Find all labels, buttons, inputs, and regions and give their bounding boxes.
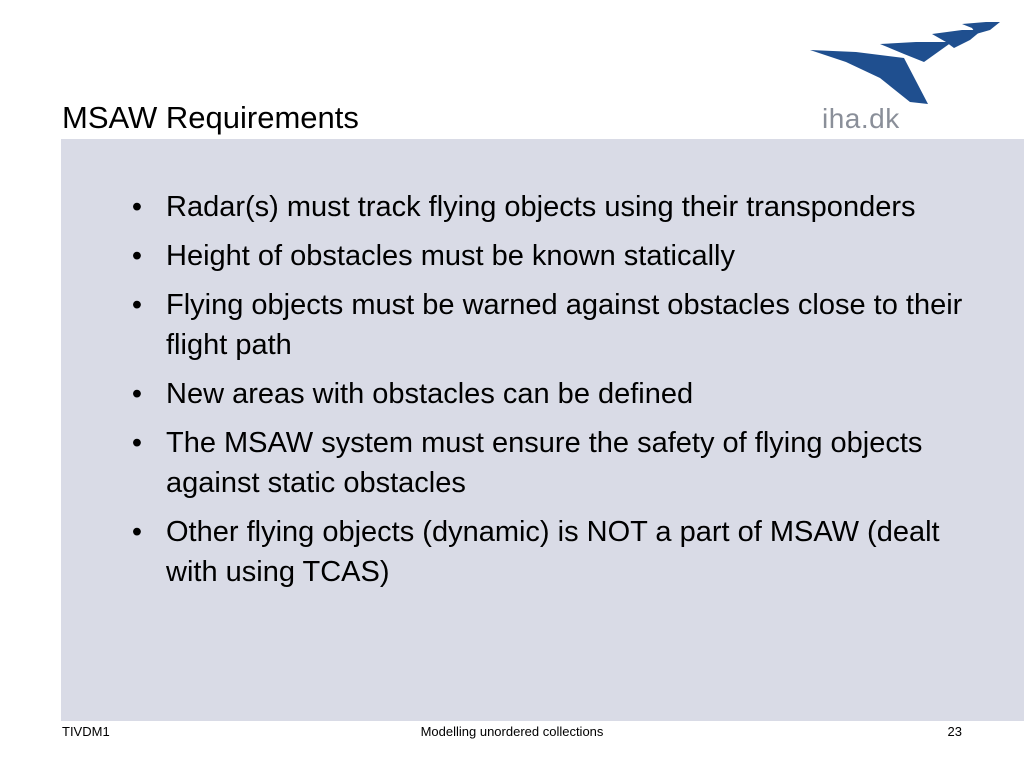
logo-text: iha.dk (822, 103, 900, 134)
bullet-text: Radar(s) must track flying objects using their transponders (166, 191, 916, 223)
bullet-list (61, 187, 1024, 601)
bullet-marker: • (131, 516, 143, 548)
bullet-marker: • (131, 427, 143, 459)
bullet-text: Other flying objects (dynamic) is NOT a part of MSAW (dealt with using TCAS) (166, 516, 940, 588)
footer-page-number: 23 (947, 724, 962, 739)
bullet-text: The MSAW system must ensure the safety of flying objects against static obstacles (166, 427, 923, 499)
footer-course-code: TIVDM1 (62, 724, 110, 739)
bullet-item (61, 423, 1024, 503)
bullet-item (61, 285, 1024, 365)
slide-title: MSAW Requirements (62, 100, 359, 135)
content-panel (61, 139, 1024, 721)
iha-logo (806, 18, 1006, 138)
bullet-item (61, 512, 1024, 592)
bullet-marker: • (131, 289, 143, 321)
bullet-item (61, 236, 1024, 276)
footer-lecture-title: Modelling unordered collections (420, 724, 604, 739)
bullet-text: Height of obstacles must be known statically (166, 240, 735, 272)
wing-stripes-logo-icon (806, 18, 1006, 108)
bullet-text: Flying objects must be warned against obstacles close to their flight path (166, 289, 963, 361)
bullet-marker: • (131, 240, 143, 272)
bullet-marker: • (131, 191, 143, 223)
bullet-text: New areas with obstacles can be defined (166, 378, 694, 410)
bullet-item (61, 187, 1024, 227)
bullet-item (61, 374, 1024, 414)
bullet-marker: • (131, 378, 143, 410)
